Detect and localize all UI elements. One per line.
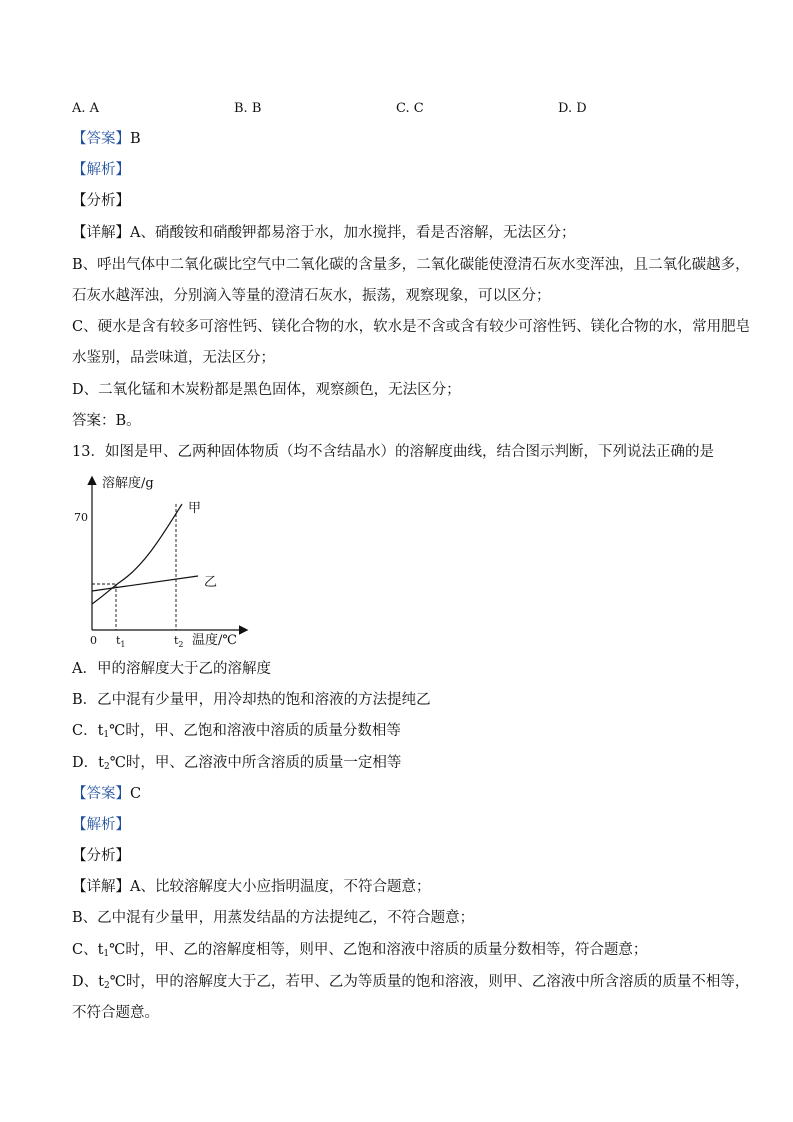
- q12-fenxi-label: 【分析】: [72, 193, 130, 209]
- q13-detail-d: [72, 972, 750, 996]
- x-tick-t2: $t_2$: [174, 634, 184, 649]
- q12-option-c: C. C: [396, 101, 424, 116]
- q13-answer: [72, 784, 732, 804]
- q12-analysis-label: 【解析】: [72, 162, 130, 178]
- q12-detail-b1: B、呼出气体中二氧化碳比空气中二氧化碳的含量多，二氧化碳能使澄清石灰水变浑浊，且二氧化碳越多，: [72, 257, 750, 273]
- q12-detail-c1: C、硬水是含有较多可溶性钙、镁化合物的水，软水是不含或含有较少可溶性钙、镁化合物的水，常用肥皂: [72, 319, 751, 335]
- detail-c-rest: ℃时，甲、乙的溶解度相等，则甲、乙饱和溶液中溶质的质量分数相等，符合题意；: [109, 942, 648, 958]
- q13-analysis-label: 【解析】: [72, 817, 130, 833]
- option-c-sub: 1: [103, 730, 110, 740]
- q13-option-b: B．乙中混有少量甲，用冷却热的饱和溶液的方法提纯乙: [72, 692, 431, 708]
- q12-detail-b2: 石灰水越浑浊，分别滴入等量的澄清石灰水，振荡，观察现象，可以区分；: [72, 288, 551, 304]
- detail-d-sub: 2: [103, 981, 110, 991]
- q12-detail-a: [72, 223, 732, 243]
- q13-fenxi-label: 【分析】: [72, 848, 130, 864]
- q13-detail-c: [72, 940, 732, 964]
- option-d-sub: 2: [103, 762, 110, 772]
- detail-c-sub: 1: [103, 949, 110, 959]
- y-tick-70: 70: [74, 511, 88, 524]
- q12-final-answer: 答案：B。: [72, 413, 141, 429]
- q12-option-a: A. A: [72, 101, 100, 116]
- option-d-rest: ℃时，甲、乙溶液中所含溶质的质量一定相等: [109, 755, 402, 771]
- detail-d-prefix: D、t: [72, 974, 104, 990]
- x-tick-t1: $t_1$: [116, 634, 126, 649]
- q13-question: 13．如图是甲、乙两种固体物质（均不含结晶水）的溶解度曲线，结合图示判断，下列说法正确的是: [72, 444, 714, 460]
- q13-detail-d2: 不符合题意。: [72, 1005, 159, 1021]
- y-axis-title: 溶解度/g: [102, 476, 154, 491]
- option-c-rest: ℃时，甲、乙饱和溶液中溶质的质量分数相等: [109, 723, 401, 739]
- q13-option-a: A．甲的溶解度大于乙的溶解度: [72, 661, 271, 677]
- q13-detail-a: [72, 877, 732, 897]
- option-c-prefix: C．t: [72, 723, 104, 739]
- detail-label: 【详解】: [72, 879, 130, 895]
- answer-label: 【答案】: [72, 786, 130, 802]
- detail-a-text: A、硝酸铵和硝酸钾都易溶于水，加水搅拌，看是否溶解，无法区分；: [130, 225, 576, 241]
- q12-option-d: D. D: [558, 101, 587, 116]
- detail-label: 【详解】: [72, 225, 130, 241]
- answer-value: B: [130, 131, 141, 147]
- q13-option-d: [72, 753, 732, 777]
- solubility-chart: [70, 470, 250, 650]
- detail-c-prefix: C、t: [72, 942, 104, 958]
- q12-detail-d: D、二氧化锰和木炭粉都是黑色固体，观察颜色，无法区分；: [72, 382, 461, 398]
- series-yi-line: [92, 576, 198, 591]
- solubility-chart-svg: [70, 470, 250, 650]
- detail-d-rest: ℃时，甲的溶解度大于乙，若甲、乙为等质量的饱和溶液，则甲、乙溶液中所含溶质的质量不相等，: [109, 974, 750, 990]
- series-jia-label: 甲: [188, 501, 202, 516]
- q12-answer: [72, 129, 732, 149]
- q12-detail-c2: 水鉴别，品尝味道，无法区分；: [72, 350, 275, 366]
- q13-detail-b: B、乙中混有少量甲，用蒸发结晶的方法提纯乙，不符合题意；: [72, 910, 475, 926]
- answer-value: C: [130, 786, 142, 802]
- answer-label: 【答案】: [72, 131, 130, 147]
- x-axis-title: 温度/℃: [192, 633, 237, 648]
- detail-a-text: A、比较溶解度大小应指明温度，不符合题意；: [130, 879, 431, 895]
- origin-label: 0: [90, 634, 97, 647]
- q12-option-b: B. B: [234, 101, 262, 116]
- option-d-prefix: D．t: [72, 755, 104, 771]
- q13-option-c: [72, 721, 732, 745]
- series-yi-label: 乙: [204, 575, 218, 590]
